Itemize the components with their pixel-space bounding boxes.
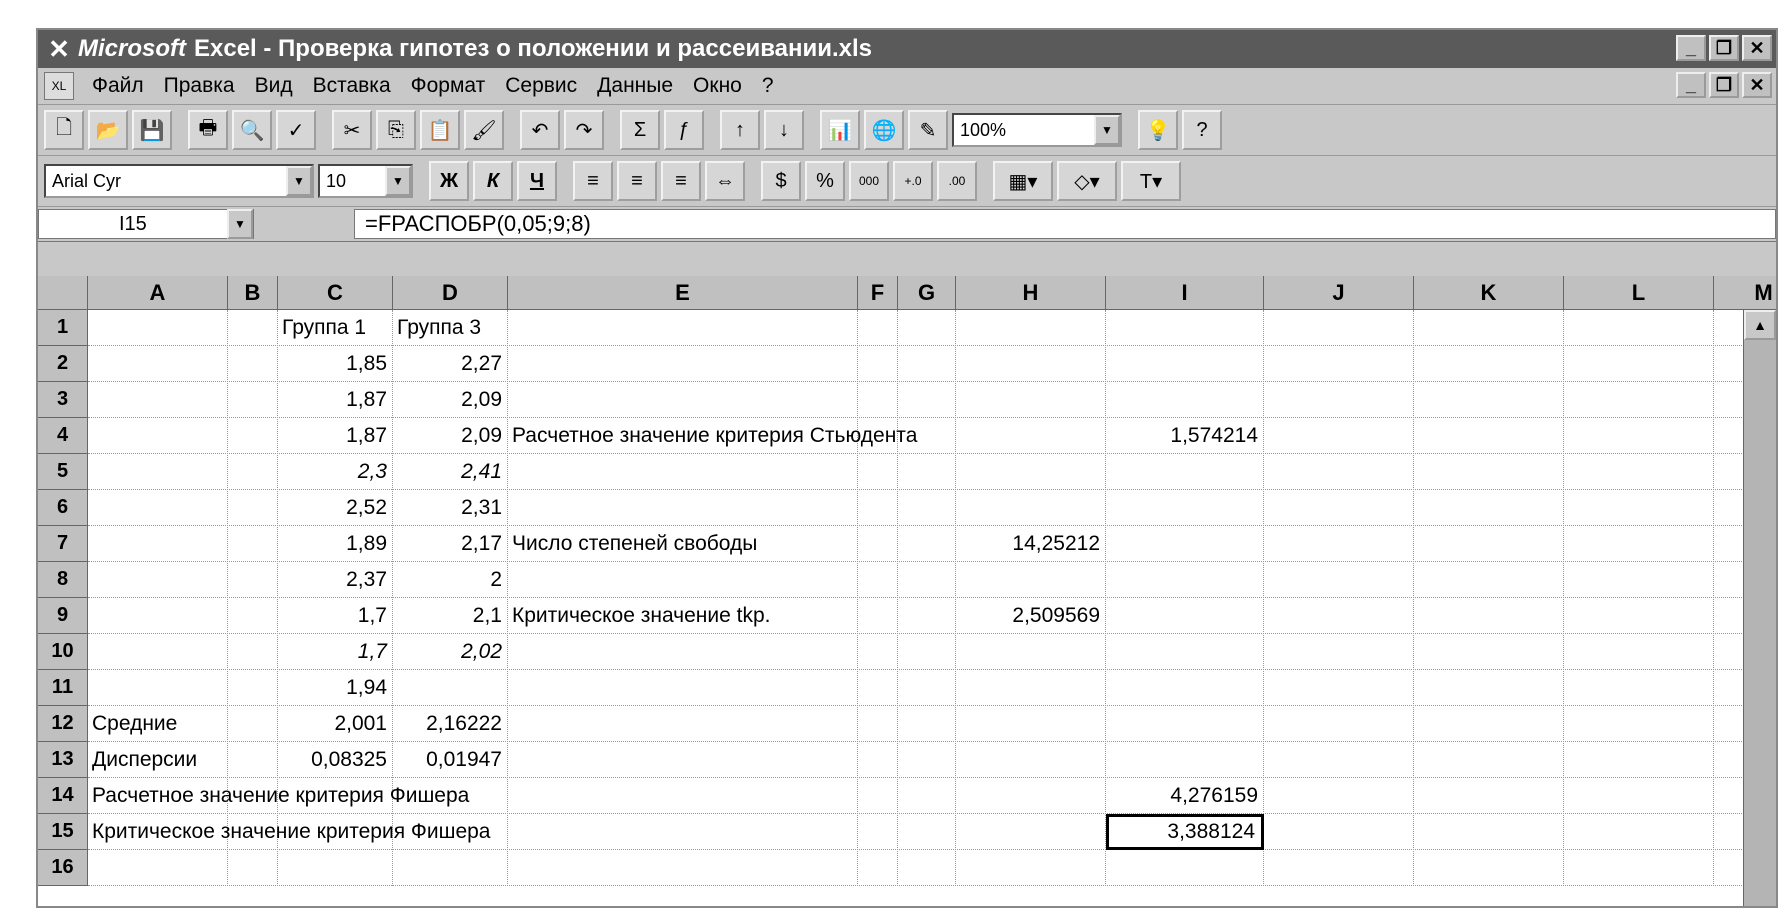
menu-window[interactable]: Окно (693, 74, 742, 97)
excel-window (36, 28, 1778, 908)
decrease-decimal-icon[interactable]: .00 (937, 161, 977, 201)
row-header-7[interactable]: 7 (38, 526, 88, 562)
format-painter-icon[interactable]: 🖌 (464, 110, 504, 150)
column-header-f[interactable]: F (858, 276, 898, 310)
cell-c10[interactable]: 1,7 (357, 640, 387, 663)
font-size-select[interactable] (318, 164, 413, 198)
cell-a15[interactable]: Критическое значение критерия Фишера (92, 820, 491, 843)
cell-e9[interactable]: Критическое значение tkp. (512, 604, 771, 627)
cell-a14[interactable]: Расчетное значение критерия Фишера (92, 784, 470, 807)
font-select[interactable] (44, 164, 314, 198)
grid-line (88, 669, 1778, 670)
row-header-13[interactable]: 13 (38, 742, 88, 778)
spelling-icon[interactable]: ✓ (276, 110, 316, 150)
spreadsheet-grid[interactable] (38, 276, 1776, 906)
grid-line (88, 885, 1778, 886)
grid-line (857, 310, 858, 886)
cut-icon[interactable]: ✂ (332, 110, 372, 150)
autosum-icon[interactable]: Σ (620, 110, 660, 150)
cell-h7[interactable]: 14,25212 (1012, 532, 1100, 555)
font-size-value: 10 (326, 170, 347, 191)
cell-c5[interactable]: 2,3 (357, 460, 387, 483)
grid-line (1713, 310, 1714, 886)
cell-d9[interactable]: 2,1 (472, 604, 502, 627)
row-header-11[interactable]: 11 (38, 670, 88, 706)
save-icon[interactable]: 💾 (132, 110, 172, 150)
menu-file[interactable]: Файл (92, 74, 144, 97)
grid-line (88, 381, 1778, 382)
grid-line (88, 597, 1778, 598)
maximize-button[interactable]: ❐ (1709, 35, 1739, 61)
percent-icon[interactable]: % (805, 161, 845, 201)
open-folder-icon[interactable]: 📂 (88, 110, 128, 150)
column-header-e[interactable]: E (508, 276, 858, 310)
cell-d1[interactable]: Группа 3 (397, 316, 482, 339)
title-brand: Microsoft (78, 35, 186, 62)
column-header-d[interactable]: D (393, 276, 508, 310)
cell-d8[interactable]: 2 (490, 568, 502, 591)
bold-button[interactable]: Ж (429, 161, 469, 201)
tip-wizard-icon[interactable]: 💡 (1138, 110, 1178, 150)
formula-buttons-area (254, 209, 354, 239)
cell-d10[interactable]: 2,02 (461, 640, 502, 663)
help-pointer-icon[interactable]: ? (1182, 110, 1222, 150)
cell-d5[interactable]: 2,41 (461, 460, 502, 483)
column-header-l[interactable]: L (1564, 276, 1714, 310)
print-preview-icon[interactable]: 🔍 (232, 110, 272, 150)
column-header-g[interactable]: G (898, 276, 956, 310)
row-header-10[interactable]: 10 (38, 634, 88, 670)
align-right-icon[interactable]: ≡ (661, 161, 701, 201)
excel-app-icon[interactable]: ✕ (48, 33, 70, 64)
column-header-i[interactable]: I (1106, 276, 1264, 310)
drawing-icon[interactable]: ✎ (908, 110, 948, 150)
title-bar (38, 30, 1776, 68)
increase-decimal-icon[interactable]: +.0 (893, 161, 933, 201)
cell-c6[interactable]: 2,52 (346, 496, 387, 519)
cell-c13[interactable]: 0,08325 (311, 748, 387, 771)
document-icon[interactable]: XL (44, 72, 74, 100)
cell-c12[interactable]: 2,001 (334, 712, 387, 735)
grid-line (88, 525, 1778, 526)
doc-restore-button[interactable]: ❐ (1709, 72, 1739, 98)
italic-button[interactable]: К (473, 161, 513, 201)
formula-input[interactable]: =FРАСПОБР(0,05;9;8) (354, 209, 1776, 239)
row-header-1[interactable]: 1 (38, 310, 88, 346)
copy-icon[interactable]: ⎘ (376, 110, 416, 150)
select-all-corner[interactable] (38, 276, 88, 310)
menu-bar (38, 68, 1776, 105)
borders-icon[interactable]: ▦▾ (993, 161, 1053, 201)
currency-icon[interactable]: $ (761, 161, 801, 201)
sort-ascending-icon[interactable]: ↑ (720, 110, 760, 150)
cell-a12[interactable]: Средние (92, 712, 178, 735)
menu-format[interactable]: Формат (410, 74, 486, 97)
cell-h9[interactable]: 2,509569 (1012, 604, 1100, 627)
cell-i14[interactable]: 4,276159 (1170, 784, 1258, 807)
column-header-a[interactable]: A (88, 276, 228, 310)
row-header-16[interactable]: 16 (38, 850, 88, 886)
undo-icon[interactable]: ↶ (520, 110, 560, 150)
standard-toolbar (38, 105, 1776, 156)
grid-line (1563, 310, 1564, 886)
row-header-2[interactable]: 2 (38, 346, 88, 382)
cell-c9[interactable]: 1,7 (357, 604, 387, 627)
grid-line (88, 705, 1778, 706)
grid-line (88, 417, 1778, 418)
fill-color-icon[interactable]: ◇▾ (1057, 161, 1117, 201)
menu-insert[interactable]: Вставка (312, 74, 391, 97)
column-header-k[interactable]: K (1414, 276, 1564, 310)
grid-line (897, 310, 898, 886)
align-center-icon[interactable]: ≡ (617, 161, 657, 201)
cell-d7[interactable]: 2,17 (461, 532, 502, 555)
cell-c4[interactable]: 1,87 (346, 424, 387, 447)
row-header-15[interactable]: 15 (38, 814, 88, 850)
doc-minimize-button[interactable]: _ (1676, 72, 1706, 98)
grid-line (88, 813, 1778, 814)
cell-i4[interactable]: 1,574214 (1170, 424, 1258, 447)
formatting-toolbar (38, 156, 1776, 207)
cell-c11[interactable]: 1,94 (346, 676, 387, 699)
row-header-5[interactable]: 5 (38, 454, 88, 490)
cell-c1[interactable]: Группа 1 (282, 316, 367, 339)
grid-line (955, 310, 956, 886)
cell-d6[interactable]: 2,31 (461, 496, 502, 519)
cell-c7[interactable]: 1,89 (346, 532, 387, 555)
name-box-value: I15 (119, 212, 147, 235)
name-box[interactable] (38, 209, 254, 239)
row-header-6[interactable]: 6 (38, 490, 88, 526)
grid-line (507, 310, 508, 886)
grid-line (1263, 310, 1264, 886)
cell-d12[interactable]: 2,16222 (426, 712, 502, 735)
scroll-up-icon[interactable]: ▲ (1744, 310, 1776, 340)
zoom-value: 100% (960, 119, 1007, 140)
column-header-h[interactable]: H (956, 276, 1106, 310)
chevron-down-icon[interactable]: ▼ (227, 209, 253, 239)
row-header-3[interactable]: 3 (38, 382, 88, 418)
doc-close-button[interactable]: ✕ (1742, 72, 1772, 98)
cell-d3[interactable]: 2,09 (461, 388, 502, 411)
sort-descending-icon[interactable]: ↓ (764, 110, 804, 150)
row-header-9[interactable]: 9 (38, 598, 88, 634)
grid-line (1413, 310, 1414, 886)
chart-wizard-icon[interactable]: 📊 (820, 110, 860, 150)
function-wizard-icon[interactable]: ƒ (664, 110, 704, 150)
cell-e7[interactable]: Число степеней свободы (512, 532, 758, 555)
cell-d2[interactable]: 2,27 (461, 352, 502, 375)
cell-e4[interactable]: Расчетное значение критерия Стьюдента (512, 424, 918, 447)
thousands-icon[interactable]: 000 (849, 161, 889, 201)
paste-icon[interactable]: 📋 (420, 110, 460, 150)
grid-line (88, 345, 1778, 346)
menu-help[interactable]: ? (761, 74, 774, 97)
active-cell-i15[interactable]: 3,388124 (1106, 814, 1264, 850)
chevron-down-icon[interactable]: ▼ (385, 166, 411, 196)
row-header-14[interactable]: 14 (38, 778, 88, 814)
zoom-select[interactable] (952, 113, 1122, 147)
menu-tools[interactable]: Сервис (505, 74, 578, 97)
grid-line (88, 741, 1778, 742)
chevron-down-icon[interactable]: ▼ (286, 166, 312, 196)
chevron-down-icon[interactable]: ▼ (1094, 115, 1120, 145)
column-header-b[interactable]: B (228, 276, 278, 310)
align-left-icon[interactable]: ≡ (573, 161, 613, 201)
underline-button[interactable]: Ч (517, 161, 557, 201)
grid-line (88, 777, 1778, 778)
cell-c2[interactable]: 1,85 (346, 352, 387, 375)
font-color-icon[interactable]: T▾ (1121, 161, 1181, 201)
cell-c8[interactable]: 2,37 (346, 568, 387, 591)
menu-edit[interactable]: Правка (163, 74, 235, 97)
row-header-8[interactable]: 8 (38, 562, 88, 598)
cell-d13[interactable]: 0,01947 (426, 748, 502, 771)
minimize-button[interactable]: _ (1676, 35, 1706, 61)
grid-line (88, 849, 1778, 850)
row-header-12[interactable]: 12 (38, 706, 88, 742)
window-title: Excel - Проверка гипотез о положении и рассеивании.xls (194, 35, 873, 62)
map-icon[interactable]: 🌐 (864, 110, 904, 150)
menu-data[interactable]: Данные (597, 74, 674, 97)
cell-c3[interactable]: 1,87 (346, 388, 387, 411)
grid-line (88, 489, 1778, 490)
redo-icon[interactable]: ↷ (564, 110, 604, 150)
grid-line (88, 453, 1778, 454)
vertical-scrollbar[interactable] (1743, 310, 1776, 906)
close-button[interactable]: ✕ (1742, 35, 1772, 61)
column-header-j[interactable]: J (1264, 276, 1414, 310)
grid-line (88, 561, 1778, 562)
column-header-m[interactable]: M (1714, 276, 1778, 310)
column-header-c[interactable]: C (278, 276, 393, 310)
print-icon[interactable]: 🖶 (188, 110, 228, 150)
merge-center-icon[interactable]: ⇔ (705, 161, 745, 201)
new-file-icon[interactable]: 🗋 (44, 110, 84, 150)
grid-line (88, 633, 1778, 634)
formula-bar (38, 207, 1776, 242)
cell-a13[interactable]: Дисперсии (92, 748, 198, 771)
row-header-4[interactable]: 4 (38, 418, 88, 454)
menu-view[interactable]: Вид (254, 74, 293, 97)
font-value: Arial Cyr (52, 170, 122, 191)
cell-d4[interactable]: 2,09 (461, 424, 502, 447)
